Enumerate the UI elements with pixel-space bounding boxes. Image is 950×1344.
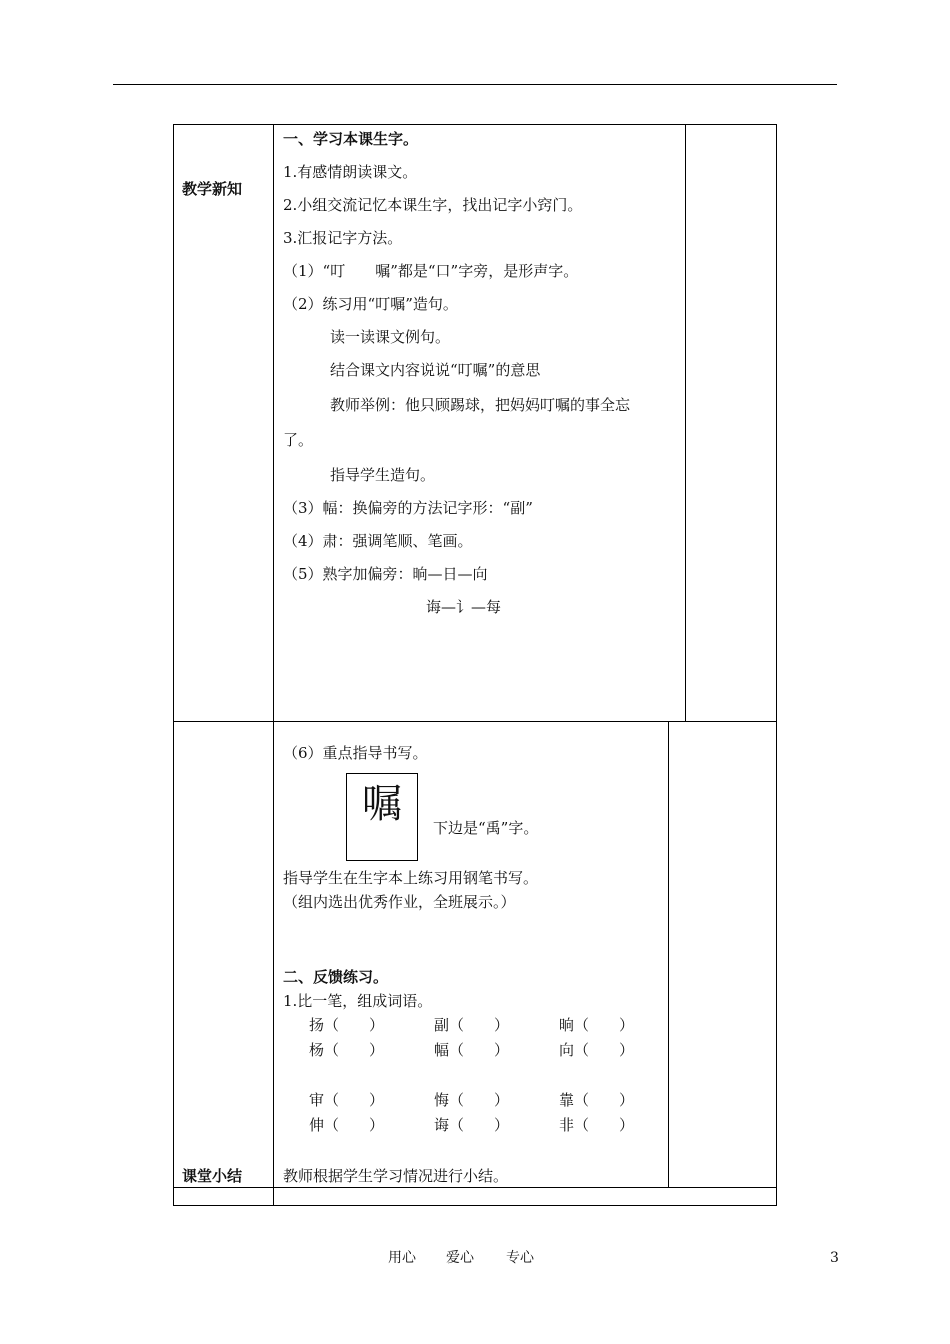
writing-guide-title: （6）重点指导书写。: [283, 744, 428, 762]
content-line: （4）肃：强调笔顺、笔画。: [283, 532, 473, 550]
section-heading: 一、学习本课生字。: [283, 130, 419, 148]
row-divider-2: [173, 1187, 777, 1188]
exercise-item: 幅（ ）: [434, 1041, 510, 1059]
exercise-item: 非（ ）: [559, 1116, 635, 1134]
exercise-item: 向（ ）: [559, 1041, 635, 1059]
page-number: 3: [830, 1250, 839, 1266]
large-character: 嘱: [362, 781, 402, 827]
table-border-bottom: [173, 1205, 777, 1206]
summary-line: 教师根据学生学习情况进行小结。: [283, 1167, 509, 1185]
writing-guide-line: 指导学生在生字本上练习用钢笔书写。: [283, 869, 539, 887]
table-border-left: [173, 124, 174, 1206]
content-line: 了。: [283, 431, 314, 449]
content-line: （2）练习用“叮嘱”造句。: [283, 295, 458, 313]
exercise-item: 诲（ ）: [434, 1116, 510, 1134]
header-rule: [113, 84, 837, 85]
exercise-item: 晌（ ）: [559, 1016, 635, 1034]
content-line: 指导学生造句。: [330, 466, 436, 484]
character-note: 下边是“禹”字。: [433, 819, 539, 837]
content-line: 3.汇报记字方法。: [283, 229, 403, 247]
footer-motto: 专心: [506, 1250, 534, 1266]
exercise-item: 伸（ ）: [309, 1116, 385, 1134]
content-line: 2.小组交流记忆本课生字，找出记字小窍门。: [283, 196, 583, 214]
character-writing-box: [346, 773, 418, 861]
table-border-top: [173, 124, 777, 125]
label-column-divider: [273, 124, 274, 1206]
feedback-heading: 二、反馈练习。: [283, 968, 389, 986]
exercise-item: 杨（ ）: [309, 1041, 385, 1059]
table-border-right: [776, 124, 777, 1206]
content-line: （5）熟字加偏旁：晌—日—向: [283, 565, 488, 583]
section-label: 教学新知: [182, 180, 243, 198]
content-line: 诲—讠—每: [426, 598, 502, 616]
content-line: （1）“叮 嘱”都是“口”字旁，是形声字。: [283, 262, 579, 280]
notes-column-divider-2: [668, 721, 669, 1188]
notes-column-divider-1: [685, 124, 686, 722]
exercise-item: 审（ ）: [309, 1091, 385, 1109]
writing-guide-line: （组内选出优秀作业，全班展示。）: [283, 893, 516, 911]
exercise-item: 副（ ）: [434, 1016, 510, 1034]
content-line: 1.有感情朗读课文。: [283, 163, 418, 181]
exercise-item: 悔（ ）: [434, 1091, 510, 1109]
content-line: （3）幅：换偏旁的方法记字形：“副”: [283, 499, 533, 517]
exercise-item: 靠（ ）: [559, 1091, 635, 1109]
footer-motto: 用心: [388, 1250, 416, 1266]
content-line: 读一读课文例句。: [330, 328, 451, 346]
exercise-item: 扬（ ）: [309, 1016, 385, 1034]
footer-motto: 爱心: [446, 1250, 474, 1266]
section-label: 课堂小结: [182, 1167, 243, 1185]
row-divider-1: [173, 721, 777, 722]
content-line: 教师举例：他只顾踢球，把妈妈叮嘱的事全忘: [330, 396, 631, 414]
content-line: 结合课文内容说说“叮嘱”的意思: [330, 361, 541, 379]
exercise-title: 1.比一笔，组成词语。: [283, 992, 433, 1010]
